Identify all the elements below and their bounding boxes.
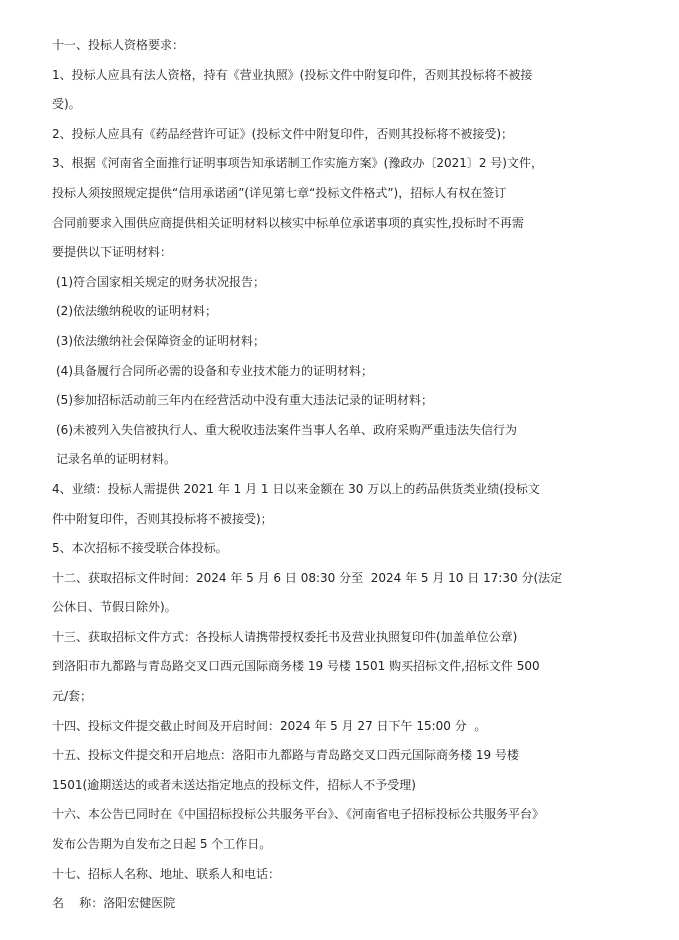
section-16: 十六、本公告已同时在《中国招标投标公共服务平台》、《河南省电子招标投标公共服务平台》 发布公告期为自发布之日起 5 个工作日。 — [52, 807, 545, 852]
section-14: 十四、投标文件提交截止时间及开启时间：2024 年 5 月 27 日下午 15:00 分 。 — [52, 718, 487, 733]
section-12: 十二、获取招标文件时间：2024 年 5 月 6 日 08:30 分至 2024 年 5 月 10 日 17:30 分(法定 公休日、节假日除外)。 — [52, 570, 563, 615]
material-item-5: (5)参加招标活动前三年内在经营活动中没有重大违法记录的证明材料； — [56, 393, 434, 408]
requirement-2: 2、投标人应具有《药品经营许可证》(投标文件中附复印件，否则其投标将不被接受)； — [52, 126, 514, 141]
requirement-3: 3、根据《河南省全面推行证明事项告知承诺制工作实施方案》(豫政办〔2021〕2 号)文件， 投标人须按照规定提供“信用承诺函”(详见第七章“投标文件格式”)，招标人有权在签订 合同前要求入围供应商提供相关证明材料以核实中标单位承诺事项的真实性,投标时不再需 要提供以下证明材料： — [52, 156, 543, 260]
section-15: 十五、投标文件提交和开启地点：洛阳市九都路与青岛路交叉口西元国际商务楼 19 号楼 1501(逾期送达的或者未送达指定地点的投标文件，招标人不予受理) — [52, 748, 519, 792]
section-11-heading: 十一、投标人资格要求： — [52, 38, 185, 52]
material-item-1: (1)符合国家相关规定的财务状况报告； — [56, 274, 265, 289]
material-item-6: (6)未被列入失信被执行人、重大税收违法案件当事人名单、政府采购严重违法失信行为 记录名单的证明材料。 — [56, 422, 518, 467]
material-item-2: (2)依法缴纳税收的证明材料； — [56, 304, 217, 319]
requirement-5: 5、本次招标不接受联合体投标。 — [52, 541, 228, 556]
material-item-4: (4)具备履行合同所必需的设备和专业技术能力的证明材料； — [56, 363, 374, 378]
requirement-4: 4、业绩：投标人需提供 2021 年 1 月 1 日以来金额在 30 万以上的药品供货类业绩(投标文 件中附复印件，否则其投标将不被接受)； — [52, 481, 540, 526]
material-item-3: (3)依法缴纳社会保障资金的证明材料； — [56, 333, 265, 348]
section-13: 十三、获取招标文件方式：各投标人请携带授权委托书及营业执照复印件(加盖单位公章) 到洛阳市九都路与青岛路交叉口西元国际商务楼 19 号楼 1501 购买招标文件,招标文件 500 元/套； — [52, 629, 540, 704]
requirement-1: 1、投标人应具有法人资格，持有《营业执照》(投标文件中附复印件，否则其投标将不被接 受)。 — [52, 67, 533, 112]
section-17-heading: 十七、招标人名称、地址、联系人和电话： — [52, 866, 281, 881]
tenderer-name-line: 名 称：洛阳宏健医院 — [52, 896, 176, 911]
